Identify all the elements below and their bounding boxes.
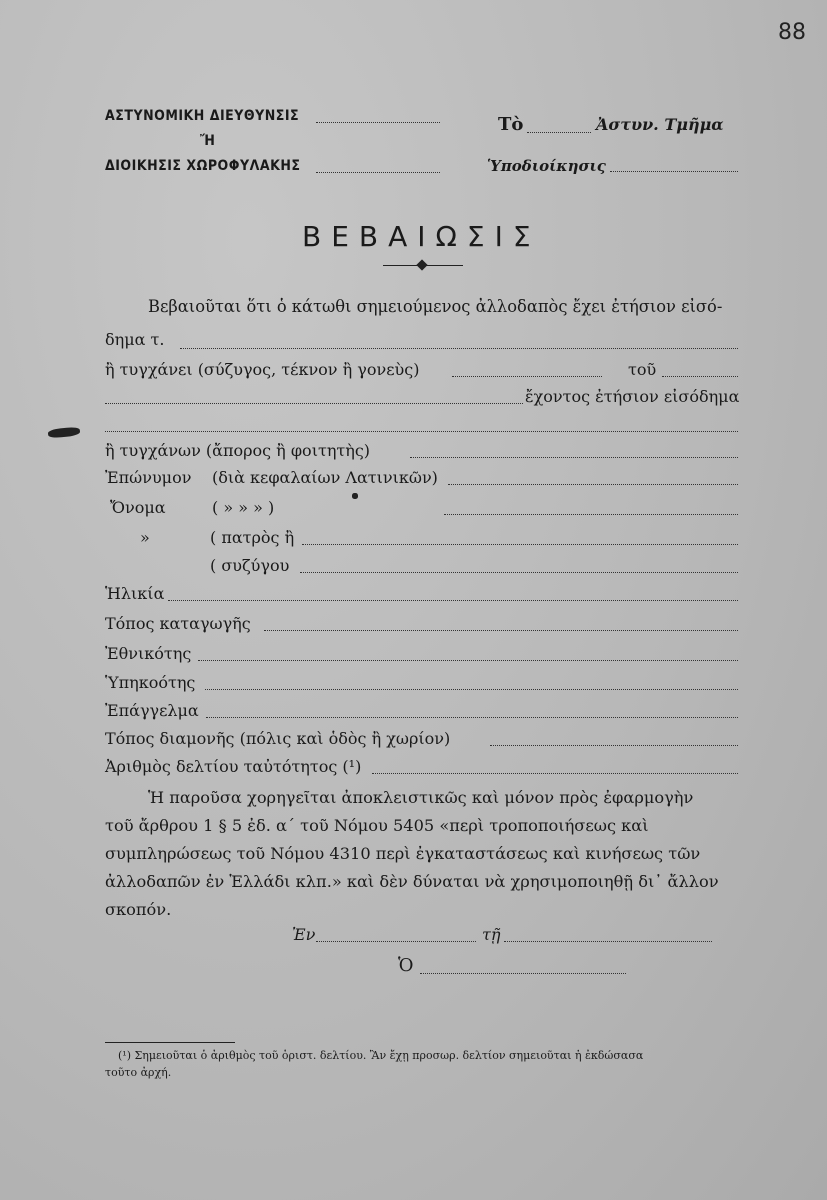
husband-label: ( συζύγου	[210, 556, 290, 575]
residence-label: Τόπος διαμονῆς (πόλις καὶ ὁδὸς ἢ χωρίον)	[105, 729, 451, 748]
paragraph-line: σκοπόν.	[105, 900, 172, 919]
age-fill	[168, 600, 738, 601]
name-label: Ὄνομα	[110, 498, 166, 517]
father-fill	[302, 544, 738, 545]
poor-label: ἢ τυγχάνων (ἄπορος ἢ φοιτητὴς)	[105, 441, 371, 460]
profession-fill	[206, 717, 738, 718]
citizenship-label: Ὑπηκοότης	[105, 673, 196, 692]
page-title: ΒΕΒΑΙΩΣΙΣ	[302, 220, 541, 253]
signer-fill	[420, 973, 626, 974]
poor-fill	[410, 457, 738, 458]
nationality-label: Ἐθνικότης	[105, 644, 192, 663]
father-mark: »	[140, 528, 150, 547]
paragraph-line: συμπληρώσεως τοῦ Νόμου 4310 περὶ ἐγκαταστάσεως καὶ κινήσεως τῶν	[105, 844, 701, 863]
origin-label: Τόπος καταγωγῆς	[105, 614, 251, 633]
paragraph-line: τοῦ ἄρθρου 1 § 5 ἐδ. α΄ τοῦ Νόμου 5405 «περὶ τροποποιήσεως καὶ	[105, 816, 649, 835]
surname-fill	[448, 484, 738, 485]
citizenship-fill	[205, 689, 738, 690]
header-dots	[316, 122, 440, 123]
surname-note: (διὰ κεφαλαίων Λατινικῶν)	[212, 468, 438, 487]
header-dots	[610, 171, 738, 172]
place-label: Ἐν	[292, 925, 316, 944]
profession-label: Ἐπάγγελμα	[105, 701, 199, 720]
footnote-rule	[105, 1042, 235, 1043]
header-dots	[527, 132, 591, 133]
date-label: τῇ	[482, 925, 501, 944]
ink-blot	[48, 426, 81, 438]
header-left-line1: ΑΣΤΥΝΟΜΙΚΗ ΔΙΕΥΘΥΝΣΙΣ	[105, 108, 300, 124]
tou-label: τοῦ	[628, 360, 657, 379]
header-or: Ἤ	[200, 133, 216, 149]
ink-dot	[352, 493, 358, 499]
signer-label: Ὁ	[398, 955, 414, 976]
spouse-label: ἢ τυγχάνει (σύζυγος, τέκνον ἢ γονεὺς)	[105, 360, 420, 379]
header-left-line2: ΔΙΟΙΚΗΣΙΣ ΧΩΡΟΦΥΛΑΚΗΣ	[105, 158, 301, 174]
footnote-line: τοῦτο ἀρχή.	[105, 1066, 172, 1079]
nationality-fill	[198, 660, 738, 661]
origin-fill	[264, 630, 738, 631]
id-number-fill	[372, 773, 738, 774]
paragraph-line: Ἡ παροῦσα χορηγεῖται ἀποκλειστικῶς καὶ μόνον πρὸς ἐφαρμογὴν	[148, 788, 694, 807]
tou-fill	[662, 376, 738, 377]
name-fill	[444, 514, 738, 515]
paragraph-line: ἀλλοδαπῶν ἐν Ἑλλάδι κλπ.» καὶ δὲν δύναται νὰ χρησιμοποιηθῇ δι᾿ ἄλλον	[105, 872, 719, 891]
father-label: ( πατρὸς ἢ	[210, 528, 295, 547]
intro-fill	[180, 348, 738, 349]
intro-line1: Βεβαιοῦται ὅτι ὁ κάτωθι σημειούμενος ἀλλοδαπὸς ἔχει ἐτήσιον εἰσό-	[148, 297, 723, 316]
husband-fill	[300, 572, 738, 573]
id-number-label: Ἀριθμὸς δελτίου ταὐτότητος (¹)	[105, 757, 362, 776]
header-dots	[316, 172, 440, 173]
header-right-line2: Ὑποδιοίκησις	[487, 157, 606, 175]
having-fill	[105, 403, 523, 404]
surname-label: Ἐπώνυμον	[105, 468, 192, 487]
header-right-to: Τὸ	[498, 114, 524, 135]
date-fill	[504, 941, 712, 942]
title-ornament	[416, 259, 427, 270]
residence-fill	[490, 745, 738, 746]
age-label: Ἡλικία	[105, 584, 165, 603]
footnote-line: (¹) Σημειοῦται ὁ ἀριθμὸς τοῦ ὁριστ. δελτίου. Ἂν ἔχῃ προσωρ. δελτίον σημειοῦται ἡ ἐκδώσασα	[118, 1049, 644, 1062]
name-note: ( » » » )	[212, 498, 275, 517]
having-income-label: ἔχοντος ἐτήσιον εἰσόδημα	[525, 387, 740, 406]
spouse-fill	[452, 376, 602, 377]
intro-line2: δημα τ.	[105, 330, 165, 349]
header-right-line1: Ἀστυν. Τμῆμα	[596, 115, 724, 134]
page-number: 88	[778, 20, 806, 45]
income-fill	[105, 431, 738, 432]
place-fill	[316, 941, 476, 942]
